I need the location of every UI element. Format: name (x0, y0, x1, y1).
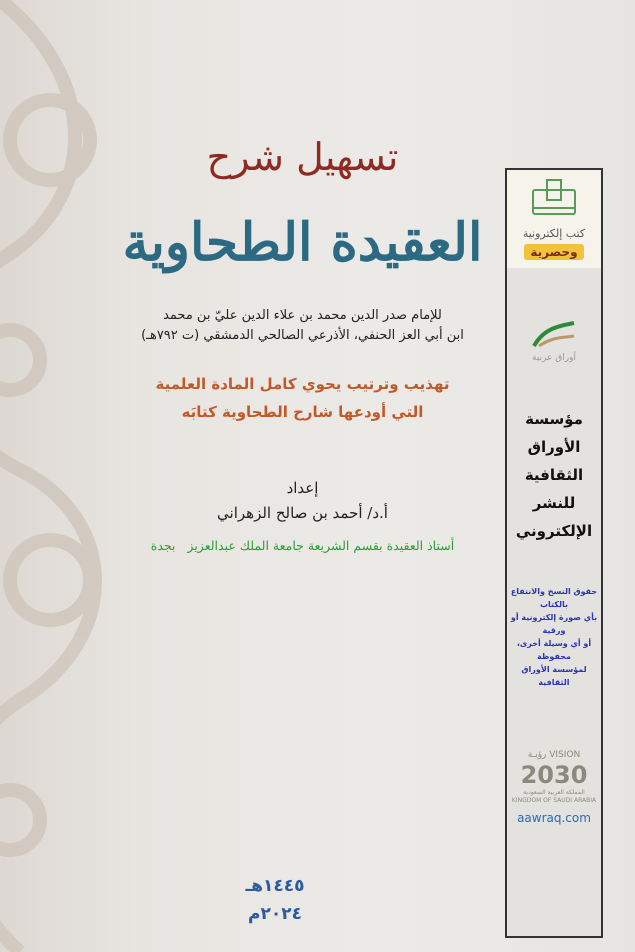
vision-label: رؤيـة VISION (527, 750, 581, 760)
publisher-line: مؤسسة (525, 410, 583, 428)
subtitle (110, 370, 495, 426)
badge-line1: كتب إلكترونية (522, 227, 586, 240)
rights-line: بأي صورة إلكترونية أو ورقية (510, 613, 598, 635)
vision-sub: المملكة العربية السعودية KINGDOM OF SAUDI ARABIA (511, 789, 597, 804)
cover-main-column (110, 132, 495, 556)
preparer-position (110, 536, 495, 556)
publisher-name (507, 405, 601, 545)
preparer-name: أ.د/ أحمد بن صالح الزهراني (217, 504, 388, 522)
year-gregorian: ٢٠٢٤م (248, 904, 302, 924)
publisher-line: للنشر (532, 494, 576, 512)
vision-year: 2030 (520, 761, 588, 789)
logo-text: أوراق عربية (532, 353, 576, 363)
city: بجدة (150, 538, 176, 553)
author-info (110, 306, 495, 346)
author-line2: ابن أبي العز الحنفي، الأذرعي الصالحي الدمشقي (ت ٧٩٢هـ) (141, 328, 464, 343)
year-hijri: ١٤٤٥هـ (245, 876, 305, 896)
subtitle-line1: تهذيب وترتيب يحوي كامل المادة العلمية (155, 375, 450, 393)
rights-line: حقوق النسخ والانتفاع بالكتاب (510, 587, 598, 609)
subtitle-line2: التي أودعها شارح الطحاوية كتابَه (181, 403, 424, 421)
vision-2030-logo (507, 749, 601, 805)
publisher-line: الأوراق (527, 438, 581, 456)
position-text: أستاذ العقيدة بقسم الشريعة جامعة الملك عبدالعزيز (187, 538, 455, 553)
title-line1: تسهيل شرح (206, 135, 399, 179)
computer-book-icon (529, 178, 579, 222)
website-link[interactable]: aawraq.com (517, 811, 591, 825)
author-line1: للإمام صدر الدين محمد بن علاء الدين عليّ بن محمد (163, 308, 442, 323)
book-title: العقيدة الطحاوية (122, 212, 483, 273)
copyright-notice (507, 585, 601, 689)
preparer-label: إعداد (286, 479, 319, 497)
publisher-line: الثقافية (524, 466, 584, 484)
awraq-logo (507, 318, 601, 365)
rights-line: لمؤسسة الأوراق الثقافية (521, 665, 587, 687)
preparer (110, 476, 495, 526)
badge-line2: وحصرية (524, 244, 583, 260)
ebook-badge (507, 170, 601, 268)
publisher-sidebar (505, 168, 603, 938)
publication-years (230, 872, 320, 928)
publisher-line: الإلكتروني (515, 522, 593, 540)
rights-line: أو أي وسيلة أخرى، محفوظة (516, 639, 592, 661)
leaf-logo-icon (529, 318, 579, 348)
